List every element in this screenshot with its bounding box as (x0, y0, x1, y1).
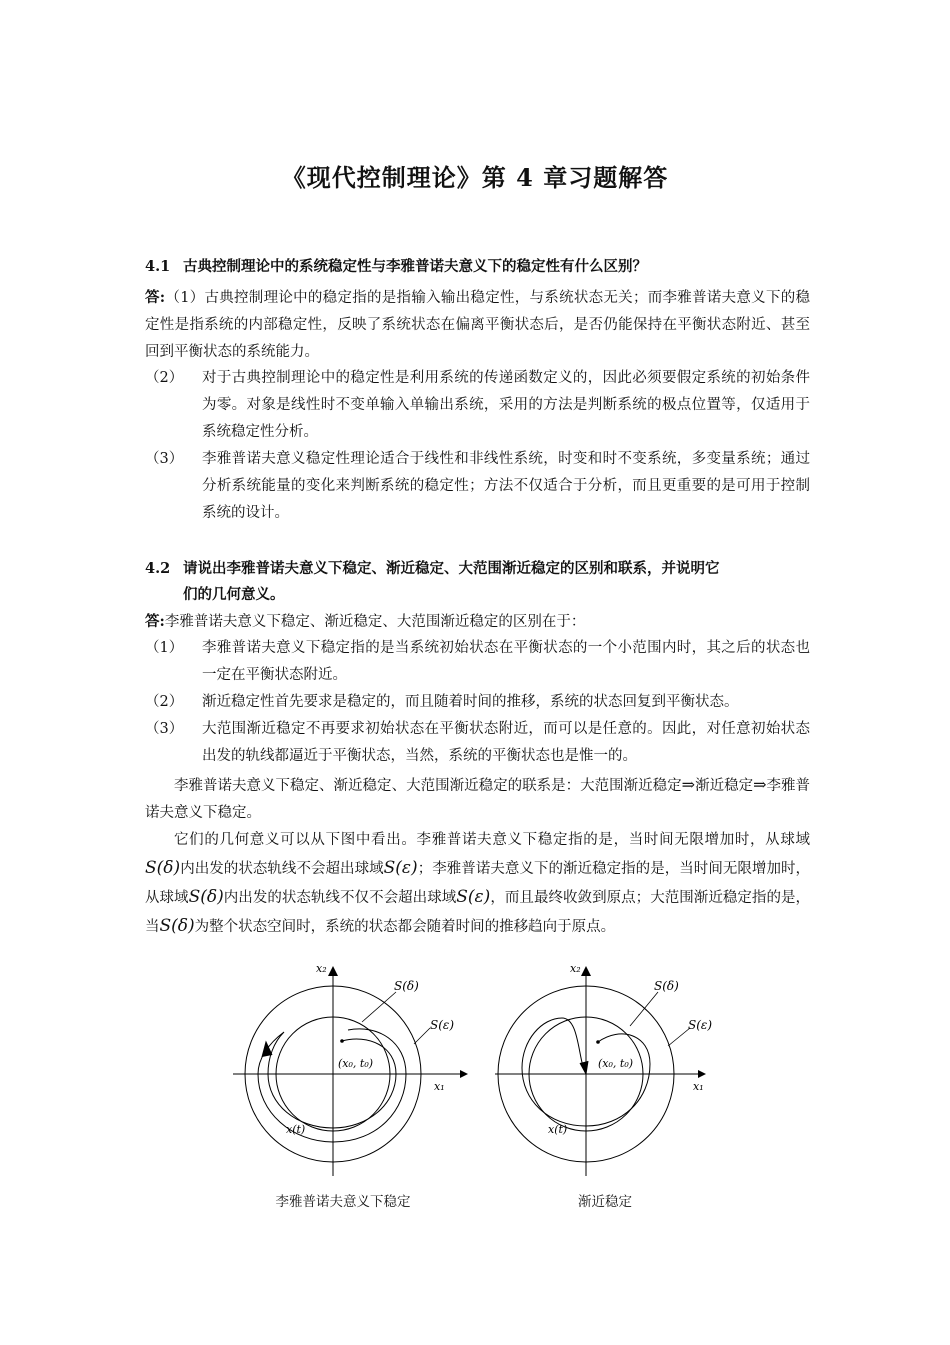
symbol-s-delta: S(δ) (159, 916, 195, 936)
answer-4-2-item-2 (145, 689, 810, 716)
x2-arrow-icon (328, 966, 338, 976)
item-text: 李雅普诺夫意义下稳定指的是当系统初始状态在平衡状态的一个小范围内时，其之后的状态也一定在平衡状态附近。 (202, 640, 810, 683)
traj-label: x(t) (548, 1123, 568, 1136)
trajectory-path (258, 1029, 406, 1142)
x2-label: x₂ (316, 962, 327, 975)
item-mark: （3） (145, 721, 184, 737)
eps-label: S(ε) (430, 1018, 455, 1032)
geometry-text-5: ，而且最终收敛到原点；大范围渐近稳定指的是，当 (145, 890, 811, 935)
page-title: 《现代控制理论》第 4 章习题解答 (281, 163, 669, 192)
delta-leader (630, 992, 658, 1026)
question-text-line2: 们的几何意义。 (183, 586, 285, 603)
answer-label: 答: (145, 613, 165, 630)
question-4-1 (145, 254, 810, 280)
question-4-2 (145, 556, 810, 608)
x1-arrow-icon (698, 1070, 706, 1078)
question-text: 古典控制理论中的系统稳定性与李雅普诺夫意义下的稳定性有什么区别？ (183, 258, 647, 275)
answer-4-2-item-3 (145, 716, 810, 770)
delta-leader (362, 992, 396, 1022)
relation-text-3: 李雅普诺夫意义下稳定。 (145, 778, 811, 821)
x2-arrow-icon (581, 966, 591, 976)
init-label: (x₀, t₀) (598, 1057, 634, 1070)
geometry-text-4: 内出发的状态轨线不仅不会超出球域 (223, 890, 457, 906)
answer-text: （1）古典控制理论中的稳定指的是指输入输出稳定性，与系统状态无关；而李雅普诺夫意义下的稳定性是指系统的内部稳定性，反映了系统状态在偏离平衡状态后，是否仍能保持在平衡状态附近、甚至回到平衡状态的系统能力。 (145, 290, 810, 360)
relation-paragraph (145, 771, 810, 827)
implies-arrow: ⇒ (753, 775, 767, 794)
figure-caption: 李雅普诺夫意义下稳定 (275, 1194, 411, 1210)
symbol-s-eps: S(ε) (383, 858, 418, 878)
item-mark: （1） (145, 640, 184, 656)
geometry-text-3: ；李雅普诺夫意义下的渐近稳定指的是，当时间无限增加时，从球域 (145, 861, 811, 906)
x2-label: x₂ (570, 962, 581, 975)
answer-text: 李雅普诺夫意义下稳定、渐近稳定、大范围渐近稳定的区别在于： (164, 614, 586, 630)
relation-text-1: 李雅普诺夫意义下稳定、渐近稳定、大范围渐近稳定的联系是：大范围渐近稳定 (174, 778, 682, 794)
relation-text-2: 渐近稳定 (695, 778, 754, 794)
delta-label: S(δ) (394, 979, 419, 993)
item-text: 渐近稳定性首先要求是稳定的，而且随着时间的推移，系统的状态回复到平衡状态。 (202, 694, 739, 710)
symbol-s-eps: S(ε) (456, 887, 491, 907)
answer-4-1-item-2 (145, 365, 810, 446)
symbol-s-delta: S(δ) (188, 887, 224, 907)
trajectory-arrow-icon (580, 1061, 588, 1074)
x1-arrow-icon (460, 1070, 468, 1078)
initial-point (340, 1039, 344, 1043)
geometry-text-2: 内出发的状态轨线不会超出球域 (180, 861, 384, 877)
figure-asymptotic-stable (490, 962, 730, 1182)
geometry-paragraph (145, 826, 810, 941)
item-text: 大范围渐近稳定不再要求初始状态在平衡状态附近，而可以是任意的。因此，对任意初始状态出发的轨线都逼近于平衡状态，当然，系统的平衡状态也是惟一的。 (202, 721, 810, 764)
item-mark: （2） (145, 370, 184, 386)
figure-caption: 渐近稳定 (578, 1194, 632, 1210)
init-label: (x₀, t₀) (338, 1057, 374, 1070)
x1-label: x₁ (693, 1080, 704, 1093)
item-text: 对于古典控制理论中的稳定性是利用系统的传递函数定义的，因此必须要假定系统的初始条件为零。对象是线性时不变单输入单输出系统，采用的方法是判断系统的极点位置等，仅适用于系统稳定性分析。 (202, 370, 810, 440)
geometry-text-6: 为整个状态空间时，系统的状态都会随着时间的推移趋向于原点。 (194, 919, 616, 935)
initial-point (596, 1040, 600, 1044)
implies-arrow: ⇒ (681, 775, 696, 794)
answer-4-1-item-3 (145, 446, 810, 527)
question-text-line1: 请说出李雅普诺夫意义下稳定、渐近稳定、大范围渐近稳定的区别和联系，并说明它 (183, 560, 720, 577)
answer-4-2-intro (145, 608, 810, 636)
x1-label: x₁ (434, 1080, 445, 1093)
figure-lyapunov-stable (228, 962, 468, 1182)
item-mark: （3） (145, 451, 184, 467)
symbol-s-delta: S(δ) (145, 858, 181, 878)
eps-leader (668, 1028, 690, 1046)
delta-label: S(δ) (654, 979, 679, 993)
eps-label: S(ε) (688, 1018, 713, 1032)
answer-4-2-item-1 (145, 635, 810, 689)
answer-4-1-intro (145, 284, 810, 366)
question-number: 4.1 (145, 258, 171, 275)
answer-label: 答: (145, 289, 166, 306)
geometry-text-1: 它们的几何意义可以从下图中看出。李雅普诺夫意义下稳定指的是，当时间无限增加时，从球域 (174, 832, 810, 848)
item-text: 李雅普诺夫意义稳定性理论适合于线性和非线性系统，时变和时不变系统，多变量系统；通过分析系统能量的变化来判断系统的稳定性；方法不仅适合于分析，而且更重要的是可用于控制系统的设计。 (202, 451, 810, 521)
question-number: 4.2 (145, 560, 171, 577)
traj-label: x(t) (286, 1123, 306, 1136)
item-mark: （2） (145, 694, 184, 710)
eps-leader (414, 1028, 430, 1044)
